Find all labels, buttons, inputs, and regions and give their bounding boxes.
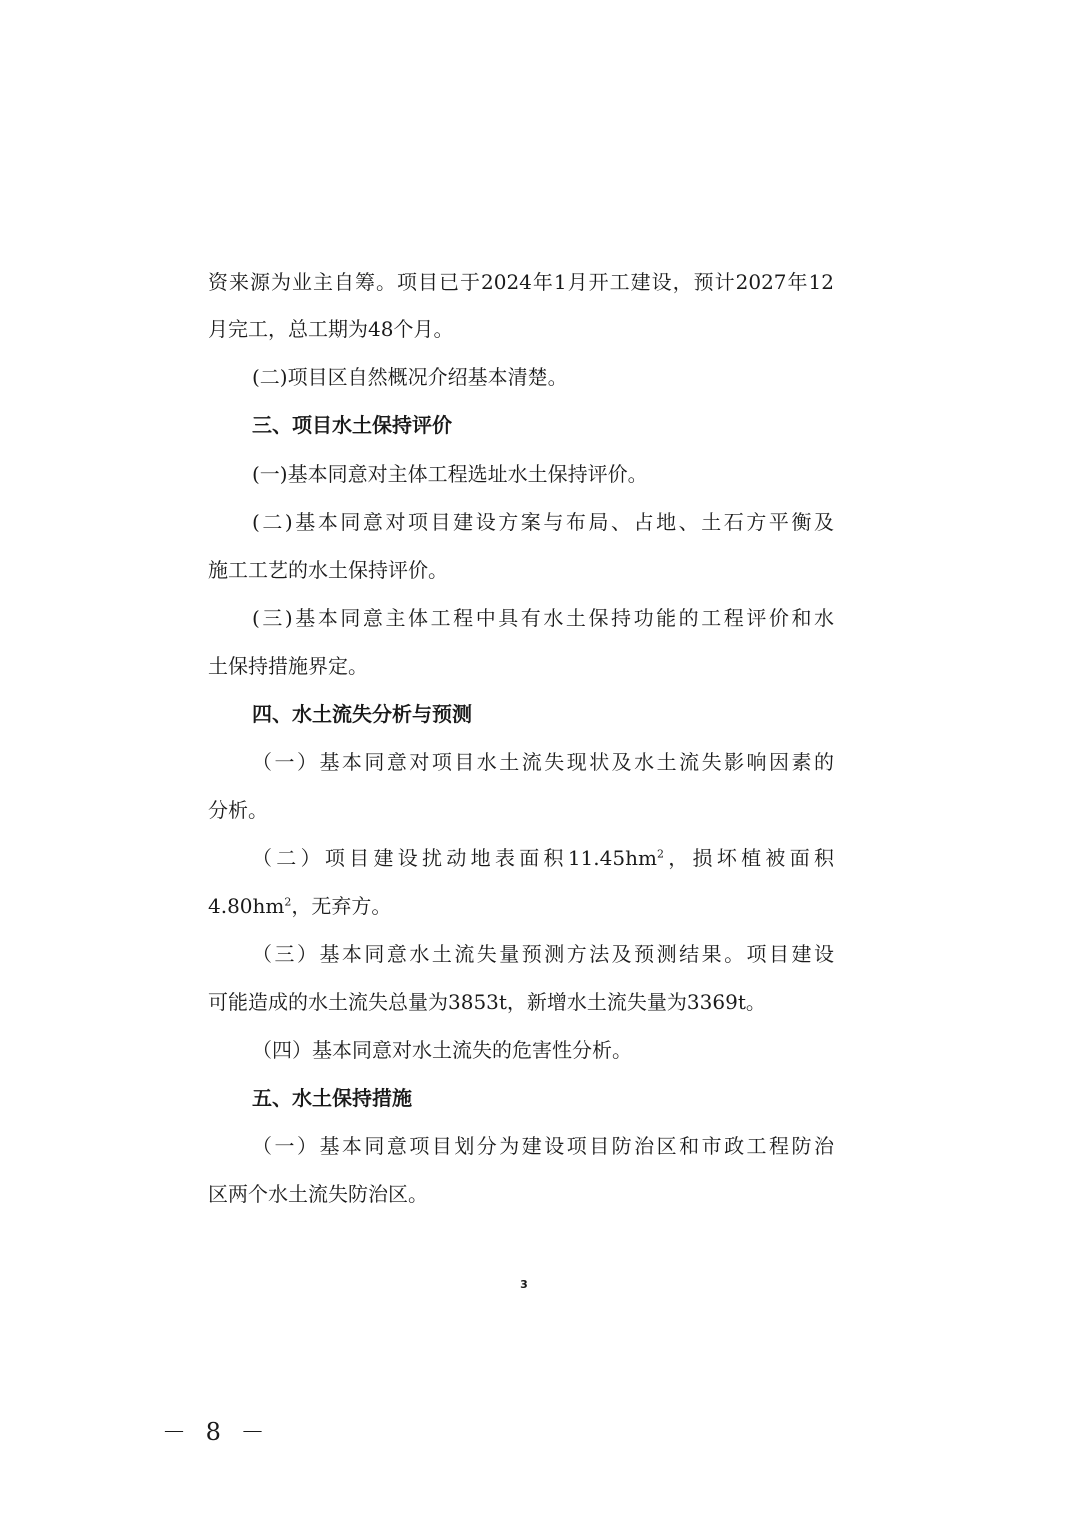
paragraph-line: （四）基本同意对水土流失的危害性分析。 xyxy=(252,1038,632,1062)
paragraph-line: (三)基本同意主体工程中具有水土保持功能的工程评价和水 xyxy=(252,606,834,630)
paragraph-line-vegetation xyxy=(208,886,391,926)
vegetation-area-value: 4.80hm xyxy=(208,894,285,918)
paragraph-line: 分析。 xyxy=(208,798,268,822)
superscript: 2 xyxy=(656,847,664,861)
paragraph-line: (一)基本同意对主体工程选址水土保持评价。 xyxy=(252,462,648,486)
paragraph-line: （一）基本同意项目划分为建设项目防治区和市政工程防治 xyxy=(252,1134,834,1158)
outer-page-number: － 8 － xyxy=(162,1418,271,1446)
section-heading: 五、水土保持措施 xyxy=(252,1086,412,1110)
paragraph-line: 可能造成的水土流失总量为3853t，新增水土流失量为3369t。 xyxy=(208,990,766,1014)
inner-page-number: 3 xyxy=(520,1278,528,1291)
no-spoil-text: ，无弃方。 xyxy=(291,894,392,918)
paragraph-line: 月完工，总工期为48个月。 xyxy=(208,317,454,341)
section-heading: 四、水土流失分析与预测 xyxy=(252,702,472,726)
disturbed-area-text: （二）项目建设扰动地表面积11.45hm xyxy=(252,846,657,870)
paragraph-line: 施工工艺的水土保持评价。 xyxy=(208,558,448,582)
paragraph-line: 土保持措施界定。 xyxy=(208,654,368,678)
paragraph-line: (二)项目区自然概况介绍基本清楚。 xyxy=(252,365,568,389)
paragraph-line: (二)基本同意对项目建设方案与布局、占地、土石方平衡及 xyxy=(252,510,834,534)
paragraph-line: （一）基本同意对项目水土流失现状及水土流失影响因素的 xyxy=(252,750,834,774)
paragraph-line: 区两个水土流失防治区。 xyxy=(208,1182,428,1206)
vegetation-area-text: ，损坏植被面积 xyxy=(663,846,834,870)
superscript: 2 xyxy=(284,895,292,909)
paragraph-line: 资来源为业主自筹。项目已于2024年1月开工建设，预计2027年12 xyxy=(208,270,834,294)
section-heading: 三、项目水土保持评价 xyxy=(252,413,452,437)
paragraph-line: （三）基本同意水土流失量预测方法及预测结果。项目建设 xyxy=(252,942,834,966)
paragraph-line-area xyxy=(252,838,834,878)
